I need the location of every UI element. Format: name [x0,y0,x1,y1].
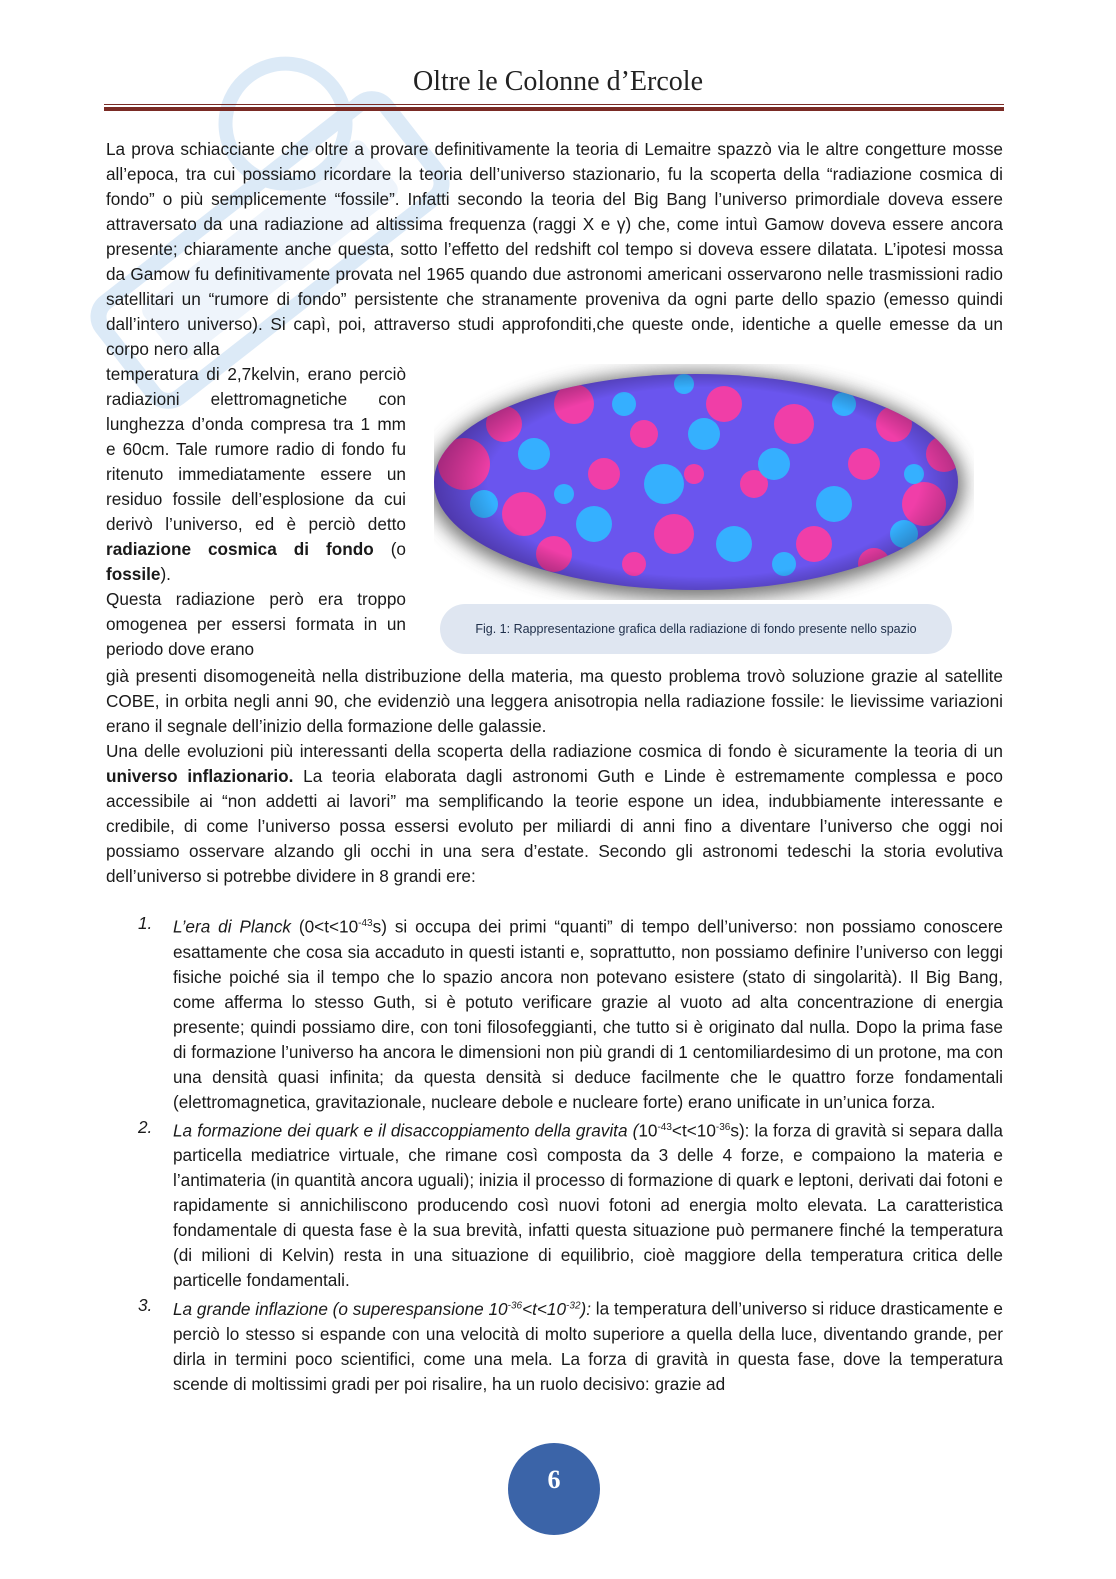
era-title: La grande inflazione (o superespansione 10 [173,1299,508,1320]
figure-caption: Fig. 1: Rappresentazione grafica della radiazione di fondo presente nello spazio [440,604,952,654]
era-time-unit: s) [730,1120,745,1141]
eras-list [106,911,1003,1397]
era-time-exponent: -32 [566,1300,581,1312]
header-title: Oltre le Colonne d’Ercole [412,66,703,97]
era-time-unit: ): [580,1299,591,1320]
era-time-exponent: -36 [507,1300,523,1312]
inflation-paragraph [106,739,1003,889]
header-rule-thick [104,107,1004,111]
cmb-map-image [434,364,974,600]
wrapped-paragraph-b: Questa radiazione però era troppo omogenea per essersi formata in un periodo dove erano [106,589,406,659]
era-time: (0<t<10 [291,916,359,937]
wrapped-text-mid: (o [373,539,406,559]
era-time-mid: <t<10 [522,1299,567,1320]
page-content [106,137,1003,1397]
era-time-exponent: -43 [358,918,373,929]
era-body: la temperatura dell’universo si riduce drasticamente e perciò lo stesso si espande con una velocità di molto superiore a quella della luce, diventando grande, per dirla in termini poco scientifici, come una mela. La forza di gravità in questa fase, dove la temperatura scende di moltissimi gradi per poi risalire, ha un ruolo decisivo: grazie ad [173,1299,1003,1395]
era-time-exponent: -43 [657,1121,672,1133]
era-time-exponent: -36 [715,1121,731,1133]
era-time-unit: s) [372,916,387,937]
list-number: 1. [138,913,153,933]
era-title: La formazione dei quark e il disaccoppiamento della gravita ( [173,1120,639,1141]
post-figure-paragraph: già presenti disomogeneità nella distribuzione della materia, ma questo problema trovò soluzione grazie al satellite COBE, in orbita negli anni 90, che evidenziò una leggera anisotropia nella radiazione fossile: le lievissime variazioni erano il segnale dell’inizio della formazione delle galassie. [106,666,1003,736]
wrapped-text-end: ). [160,564,171,584]
list-number: 3. [138,1295,153,1316]
wrapped-text: temperatura di 2,7kelvin, erano perciò radiazioni elettromagnetiche con lunghezza d’onda compresa tra 1 mm e 60cm. Tale rumore radio di fondo fu ritenuto immediatamente essere un residuo fossile dell’esplosione da cui derivò l’universo, ed è perciò detto [106,364,406,534]
inflation-text-b: La teoria elaborata dagli astronomi Guth e Linde è estremamente complessa e poco accessibile ai “non addetti ai lavori” ma semplificando la teorie espone un idea, indubbiamente interessante e credibile, di come l’universo possa essersi evoluto per miliardi di anni fino a diventare l’universo che oggi noi possiamo osservare alzando gli occhi in una sera d’estate. Secondo gli astronomi tedeschi la storia evolutiva dell’universo si potrebbe dividere in 8 grandi ere: [106,766,1003,886]
bold-term-inflation: universo inflazionario. [106,766,294,786]
list-item [106,911,1003,1115]
era-body: : la forza di gravità si separa dalla particella mediatrice virtuale, che rimane così composta da 3 delle 4 forze, e compaiono la materia e l’antimateria (in quantità ancora uguali); inizia il processo di formazione di quark e leptoni, derivati dai fotoni e rapidamente si annichiliscono producendo così nuovi fotoni ad energia molto elevata. La caratteristica fondamentale di questa fase è la sua brevità, infatti questa situazione può permanere finché la temperatura (di milioni di Kelvin) resta in una situazione di equilibrio, cioè maggiore della temperatura critica delle particelle fondamentali. [173,1120,1003,1291]
list-item [106,1115,1003,1294]
intro-paragraph: La prova schiacciante che oltre a provare definitivamente la teoria di Lemaitre spazzò via le altre congetture mosse all’epoca, tra cui possiamo ricordare la teoria dell’universo stazionario, fu la scoperta della “radiazione cosmica di fondo” o più semplicemente “fossile”. Infatti secondo la teoria del Big Bang l’universo primordiale doveva essere attraversato da una radiazione ad altissima frequenza (raggi X e γ) che, come intuì Gamow doveva essere ancora presente; chiaramente anche questa, sotto l’effetto del redshift col tempo si doveva essere dilatata. L’ipotesi mossa da Gamow fu definitivamente provata nel 1965 quando due astronomi americani osservarono nelle trasmissioni radio satellitari un “rumore di fondo” persistente che stranamente proveniva da ogni parte dello spazio (emesso quindi dall’intero universo). Si capì, poi, attraverso studi approfonditi,che queste onde, identiche a quelle emesse da un corpo nero alla [106,139,1003,359]
era-time: 10 [638,1120,658,1141]
era-time-mid: <t<10 [671,1120,716,1141]
page-number: 6 [547,1465,561,1494]
figure [434,364,979,664]
era-title: L’era di Planck [173,916,292,937]
bold-term-radiation: radiazione cosmica di fondo [106,539,374,559]
list-number: 2. [138,1116,153,1137]
era-body: si occupa dei primi “quanti” di tempo dell’universo: non possiamo conoscere esattamente che cosa sia accaduto in questi istanti e, soprattutto, non possiamo definire l’universo con leggi fisiche poiché sia il tempo che lo spazio ancora non potevano esistere (stato di singolarità). Il Big Bang, come afferma lo stesso Guth, si è potuto verificare grazie al vuoto ad alta concentrazione di energia presente; quindi possiamo dire, con toni filosofeggianti, che tutto si è originato dal nulla. Dopo la prima fase di formazione l’universo ha ancora le dimensioni non più grandi di 1 centomiliardesimo di un protone, ma con una densità quasi infinita; da questa densità si deduce facilmente che le quattro forze fondamentali (elettromagnetica, gravitazionale, nucleare debole e nucleare forte) erano unificate in un’unica forza. [173,916,1003,1112]
header-rule-thin [104,104,1004,105]
inflation-text-a: Una delle evoluzioni più interessanti della scoperta della radiazione cosmica di fondo è sicuramente la teoria di un [106,741,1003,761]
list-item [106,1293,1003,1397]
bold-term-fossil: fossile [106,564,161,584]
